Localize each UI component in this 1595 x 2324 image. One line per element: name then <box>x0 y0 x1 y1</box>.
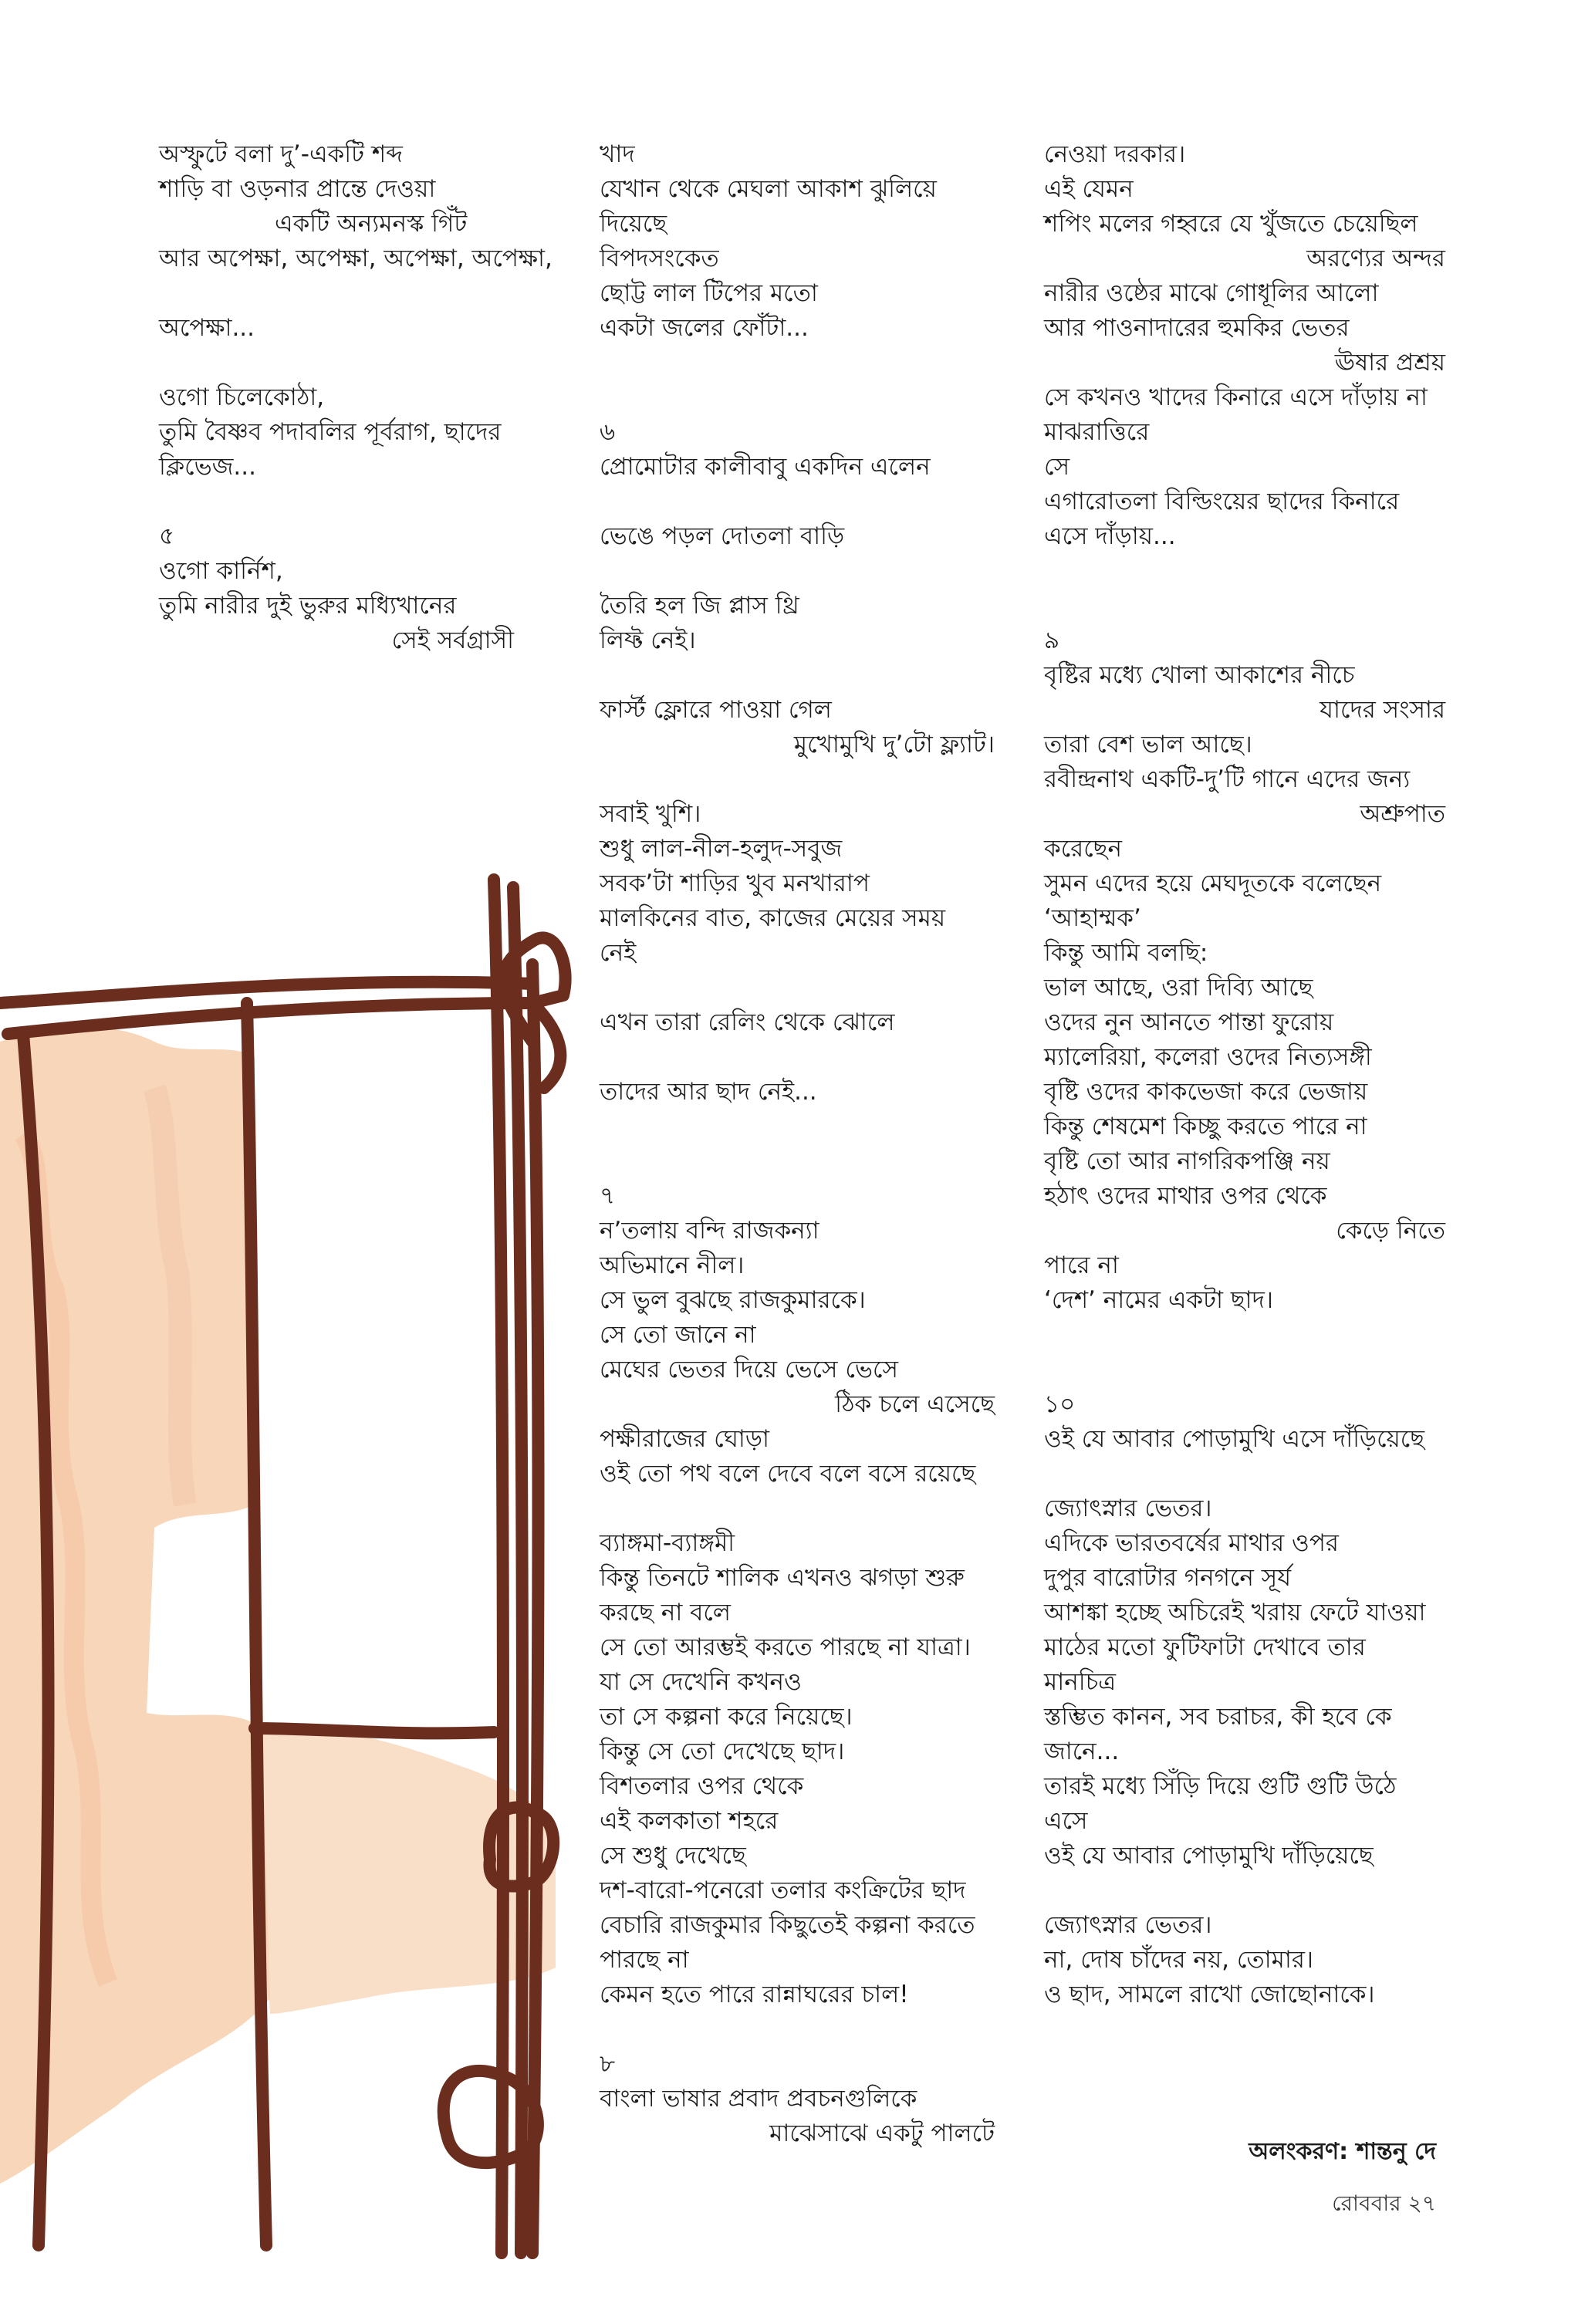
poem-line: অপেক্ষা... <box>159 314 255 342</box>
poem-line <box>600 2012 995 2047</box>
poem-column-3 <box>1044 137 1445 2012</box>
poem-line: কেড়ে নিতে <box>1336 1217 1445 1245</box>
poem-line: এগারোতলা বিল্ডিংয়ের ছাদের কিনারে <box>1044 488 1400 515</box>
poem-line: স্তম্ভিত কানন, সব চরাচর, কী হবে কে <box>1044 1703 1392 1731</box>
poem-line: ম্যালেরিয়া, কলেরা ওদের নিত্যসঙ্গী <box>1044 1043 1372 1071</box>
poem-line <box>1044 1318 1445 1353</box>
poem-line: পারে না <box>1044 1252 1119 1279</box>
poem-line: সে তো আরম্ভই করতে পারছে না যাত্রা। <box>600 1633 971 1661</box>
poem-line: অভিমানে নীল। <box>600 1252 745 1279</box>
poem-line: বিশতলার ওপর থেকে <box>600 1772 804 1800</box>
poem-line: মুখোমুখি দু’টো ফ্ল্যাট। <box>793 731 995 758</box>
poem-line: ওদের নুন আনতে পান্তা ফুরোয় <box>1044 1008 1334 1036</box>
poem-line: শপিং মলের গহ্বরে যে খুঁজতে চেয়েছিল <box>1044 210 1418 238</box>
poem-line: জ্যোৎস্নার ভেতর। <box>1044 1911 1212 1939</box>
poem-line: ওগো চিলেকোঠা, <box>159 383 325 411</box>
poem-line: কিন্তু তিনটে শালিক এখনও ঝগড়া শুরু <box>600 1564 965 1592</box>
poem-line: ঠিক চলে এসেছে <box>835 1390 995 1418</box>
poem-line: শুধু লাল-নীল-হলুদ-সবুজ <box>600 835 843 863</box>
poem-line: হঠাৎ ওদের মাথার ওপর থেকে <box>1044 1182 1327 1210</box>
poem-line: অরণ্যের অন্দর <box>1306 245 1445 272</box>
poem-line: মাঝেসাঝে একটু পালটে <box>769 2120 995 2147</box>
poem-line: ওই তো পথ বলে দেবে বলে বসে রয়েছে <box>600 1460 976 1488</box>
poem-line: করেছেন <box>1044 835 1122 863</box>
poem-line: এই কলকাতা শহরে <box>600 1807 779 1835</box>
poem-line: বৃষ্টির মধ্যে খোলা আকাশের নীচে <box>1044 661 1355 689</box>
poem-line: দশ-বারো-পনেরো তলার কংক্রিটের ছাদ <box>600 1876 966 1904</box>
poem-line: সে কখনও খাদের কিনারে এসে দাঁড়ায় না <box>1044 383 1428 411</box>
cloth-on-railing-illustration <box>0 810 586 2276</box>
poem-line: এই যেমন <box>1044 175 1134 203</box>
poem-line: ফার্স্ট ফ্লোরে পাওয়া গেল <box>600 696 832 724</box>
illustration-credit: অলংকরণ: শান্তনু দে <box>1249 2138 1436 2165</box>
poem-line <box>1044 1457 1445 1491</box>
poem-line: বেচারি রাজকুমার কিছুতেই কল্পনা করতে <box>600 1911 975 1939</box>
poem-line: ক্লিভেজ... <box>159 453 256 481</box>
poem-line: আশঙ্কা হচ্ছে অচিরেই খরায় ফেটে যাওয়া <box>1044 1599 1426 1626</box>
poem-line: সবাই খুশি। <box>600 800 701 828</box>
page-folio: রোববার ২৭ <box>1332 2191 1436 2216</box>
poem-line: এদিকে ভারতবর্ষের মাথার ওপর <box>1044 1529 1339 1557</box>
poem-line: ৮ <box>600 2050 616 2078</box>
poem-line: তা সে কল্পনা করে নিয়েছে। <box>600 1703 853 1731</box>
poem-line <box>600 1491 995 1526</box>
poem-line: আর অপেক্ষা, অপেক্ষা, অপেক্ষা, অপেক্ষা, <box>159 245 553 272</box>
poem-line: ৭ <box>600 1182 616 1210</box>
poem-line: পক্ষীরাজের ঘোড়া <box>600 1425 770 1453</box>
poem-line <box>600 971 995 1005</box>
poem-line: সেই সর্বগ্রাসী <box>391 627 514 654</box>
poem-line: জ্যোৎস্নার ভেতর। <box>1044 1495 1212 1522</box>
poem-line: আর পাওনাদারের হুমকির ভেতর <box>1044 314 1350 342</box>
poem-line <box>600 1144 995 1179</box>
poem-line: দুপুর বারোটার গনগনে সূর্য <box>1044 1564 1292 1592</box>
poem-line: যাদের সংসার <box>1320 696 1445 724</box>
poem-line <box>600 762 995 797</box>
poem-line: ‘আহাম্মক’ <box>1044 904 1141 932</box>
poem-line: বৃষ্টি তো আর নাগরিকপঞ্জি নয় <box>1044 1147 1330 1175</box>
poem-line: ৫ <box>159 522 175 550</box>
poem-line: অশ্রুপাত <box>1360 800 1445 828</box>
poem-line <box>1044 554 1445 589</box>
poem-line: ওই যে আবার পোড়ামুখি এসে দাঁড়িয়েছে <box>1044 1425 1425 1453</box>
poem-line <box>1044 589 1445 623</box>
poem-line: সে শুধু দেখেছে <box>600 1842 746 1870</box>
poem-line <box>600 380 995 415</box>
poem-line: দিয়েছে <box>600 210 667 238</box>
poem-line: কিন্তু শেষমেশ কিচ্ছু করতে পারে না <box>1044 1113 1367 1140</box>
poem-line: খাদ <box>600 140 635 168</box>
poem-line: তারই মধ্যে সিঁড়ি দিয়ে গুটি গুটি উঠে <box>1044 1772 1397 1800</box>
poem-line: যেখান থেকে মেঘলা আকাশ ঝুলিয়ে <box>600 175 937 203</box>
poem-line: পারছে না <box>600 1946 689 1974</box>
poem-line: তুমি বৈষ্ণব পদাবলির পূর্বরাগ, ছাদের <box>159 418 502 446</box>
poem-column-1 <box>159 137 553 658</box>
poem-line: এসে <box>1044 1807 1088 1835</box>
poem-line: ন’তলায় বন্দি রাজকন্যা <box>600 1217 819 1245</box>
poem-line: কিন্তু সে তো দেখেছে ছাদ। <box>600 1738 845 1765</box>
poem-line: ভেঙে পড়ল দোতলা বাড়ি <box>600 522 845 550</box>
poem-line: মাঠের মতো ফুটিফাটা দেখাবে তার <box>1044 1633 1366 1661</box>
poem-column-2 <box>600 137 995 2151</box>
poem-line: ভাল আছে, ওরা দিব্যি আছে <box>1044 974 1313 1002</box>
poem-line <box>600 1040 995 1075</box>
poem-line: নারীর ওষ্ঠের মাঝে গোধূলির আলো <box>1044 279 1379 307</box>
poem-line: সে <box>1044 453 1070 481</box>
poem-line: মাঝরাত্তিরে <box>1044 418 1150 446</box>
poem-line <box>600 658 995 693</box>
poem-line: মেঘের ভেতর দিয়ে ভেসে ভেসে <box>600 1356 898 1383</box>
poem-line: জানে... <box>1044 1738 1120 1765</box>
poem-line: একটি অন্যমনস্ক গিঁট <box>275 210 468 238</box>
poem-line: রবীন্দ্রনাথ একটি-দু’টি গানে এদের জন্য <box>1044 765 1411 793</box>
poem-line: বৃষ্টি ওদের কাকভেজা করে ভেজায় <box>1044 1078 1368 1106</box>
poem-line: ওগো কার্নিশ, <box>159 557 283 585</box>
poem-line <box>600 485 995 519</box>
poem-line: তারা বেশ ভাল আছে। <box>1044 731 1252 758</box>
poem-line <box>1044 1353 1445 1387</box>
poem-line <box>600 554 995 589</box>
poem-line: ১০ <box>1044 1390 1076 1418</box>
poem-line: নেওয়া দরকার। <box>1044 140 1186 168</box>
poem-line: কিন্তু আমি বলছি: <box>1044 939 1208 967</box>
poem-line: সে ভুল বুঝছে রাজকুমারকে। <box>600 1286 866 1314</box>
poem-line: যা সে দেখেনি কখনও <box>600 1668 802 1696</box>
poem-line: ৯ <box>1044 627 1060 654</box>
poem-line: একটা জলের ফোঁটা... <box>600 314 809 342</box>
poem-line: তৈরি হল জি প্লাস থ্রি <box>600 592 799 620</box>
fabric-wash <box>0 1027 556 2184</box>
poem-line: মানচিত্র <box>1044 1668 1117 1696</box>
poem-line: ঊষার প্রশ্রয় <box>1334 349 1445 377</box>
poem-line: কেমন হতে পারে রান্নাঘরের চাল! <box>600 1981 909 2008</box>
poem-line: করছে না বলে <box>600 1599 731 1626</box>
poem-line: এখন তারা রেলিং থেকে ঝোলে <box>600 1008 895 1036</box>
poem-line: না, দোষ চাঁদের নয়, তোমার। <box>1044 1946 1314 1974</box>
poem-line: প্রোমোটার কালীবাবু একদিন এলেন <box>600 453 931 481</box>
poem-line: তাদের আর ছাদ নেই... <box>600 1078 817 1106</box>
poem-line: অস্ফুটে বলা দু’-একটি শব্দ <box>159 140 403 168</box>
poem-line: বাংলা ভাষার প্রবাদ প্রবচনগুলিকে <box>600 2085 917 2113</box>
poem-line <box>600 1110 995 1144</box>
poem-line: মালকিনের বাত, কাজের মেয়ের সময় <box>600 904 946 932</box>
poem-line <box>159 485 514 519</box>
poem-line: ৬ <box>600 418 616 446</box>
poem-line: লিফ্ট নেই। <box>600 627 696 654</box>
poem-line: ছোট্ট লাল টিপের মতো <box>600 279 818 307</box>
poem-line <box>1044 1873 1445 1908</box>
poem-line: তুমি নারীর দুই ভুরুর মধ্যিখানের <box>159 592 457 620</box>
poem-line: সুমন এদের হয়ে মেঘদূতকে বলেছেন <box>1044 870 1382 897</box>
poem-line <box>159 276 514 311</box>
poem-line: ও ছাদ, সামলে রাখো জোছোনাকে। <box>1044 1981 1375 2008</box>
poem-line: শাড়ি বা ওড়নার প্রান্তে দেওয়া <box>159 175 436 203</box>
poem-line <box>600 346 995 380</box>
poem-line: সে তো জানে না <box>600 1321 756 1349</box>
poem-line: ওই যে আবার পোড়ামুখি দাঁড়িয়েছে <box>1044 1842 1374 1870</box>
poem-line: নেই <box>600 939 637 967</box>
poem-line <box>159 346 514 380</box>
poem-line: বিপদসংকেত <box>600 245 719 272</box>
poem-line: সবক’টা শাড়ির খুব মনখারাপ <box>600 870 870 897</box>
poem-line: এসে দাঁড়ায়... <box>1044 522 1176 550</box>
poem-line: ব্যাঙ্গমা-ব্যাঙ্গমী <box>600 1529 735 1557</box>
poem-line: ‘দেশ’ নামের একটা ছাদ। <box>1044 1286 1273 1314</box>
